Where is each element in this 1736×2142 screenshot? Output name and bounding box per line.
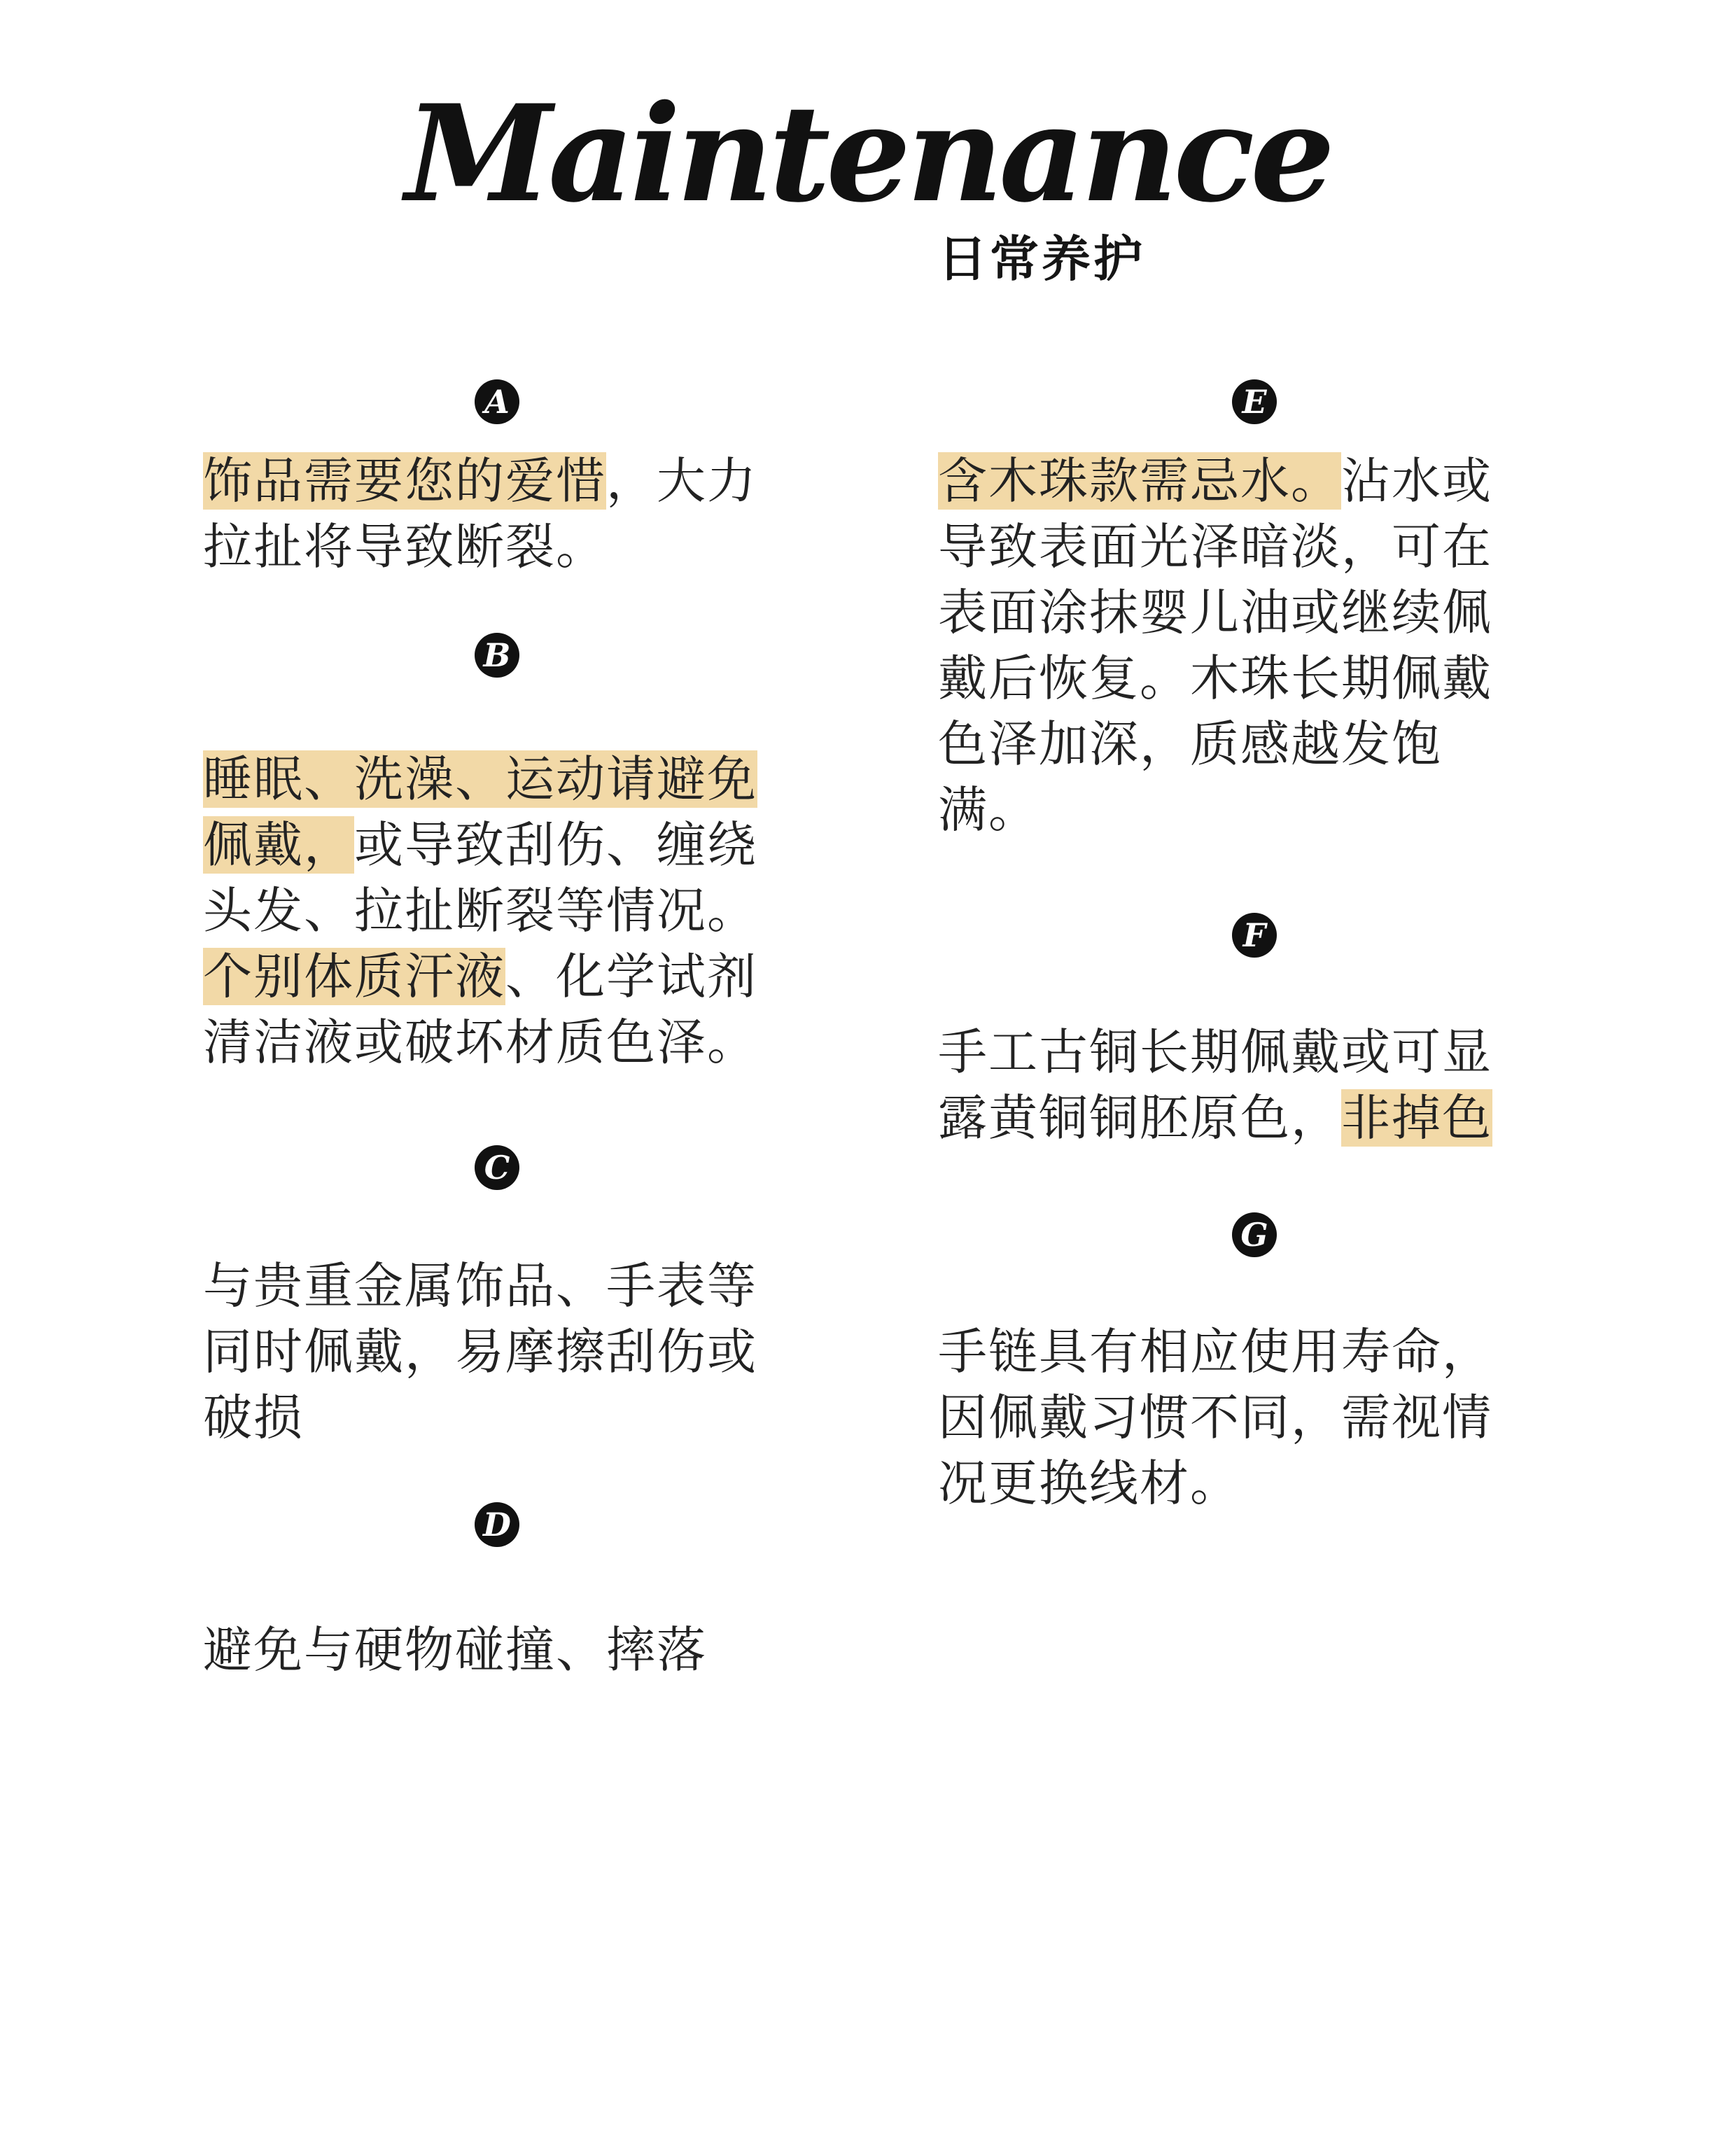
section-b-text — [203, 746, 798, 1075]
section-a-text — [203, 448, 798, 580]
section-b-badge: B — [475, 633, 519, 678]
section-g-badge: G — [1232, 1212, 1277, 1257]
page-subtitle: 日常养护 — [938, 230, 1145, 288]
page-title: Maintenance — [405, 76, 1331, 232]
section-f-highlight: 非掉色 — [1341, 1089, 1492, 1147]
section-e-body: 沾水或导致表面光泽暗淡，可在表面涂抹婴儿油或继续佩戴后恢复。木珠长期佩戴色泽加深，质感越发饱满。 — [938, 452, 1492, 839]
section-f-text — [938, 1019, 1540, 1151]
section-g-text: 手链具有相应使用寿命，因佩戴习惯不同，需视情况更换线材。 — [938, 1323, 1492, 1512]
section-b-body-1: 或导致刮伤、缠绕头发、拉扯断裂等情况。 — [203, 816, 757, 939]
section-b-highlight-2: 个别体质汗液 — [203, 948, 505, 1005]
section-e-text — [938, 448, 1540, 843]
section-e-badge: E — [1232, 379, 1277, 424]
section-a-body: ，大力拉扯将导致断裂。 — [203, 452, 757, 575]
section-e-highlight: 含木珠款需忌水。 — [938, 452, 1341, 510]
section-a-highlight: 饰品需要您的爱惜 — [203, 452, 606, 510]
section-d-badge: D — [475, 1502, 519, 1547]
section-f-badge: F — [1232, 913, 1277, 958]
section-b-highlight-1: 睡眠、洗澡、运动请避免佩戴， — [203, 750, 757, 874]
section-c-badge: C — [475, 1145, 519, 1190]
section-d-text: 避免与硬物碰撞、摔落 — [203, 1621, 707, 1679]
section-b-body-2: 、化学试剂清洁液或破坏材质色泽。 — [203, 948, 757, 1071]
section-f-body: 手工古铜长期佩戴或可显露黄铜铜胚原色， — [938, 1023, 1492, 1147]
section-c-text: 与贵重金属饰品、手表等同时佩戴，易摩擦刮伤或破损 — [203, 1257, 757, 1446]
section-a-badge: A — [475, 379, 519, 424]
